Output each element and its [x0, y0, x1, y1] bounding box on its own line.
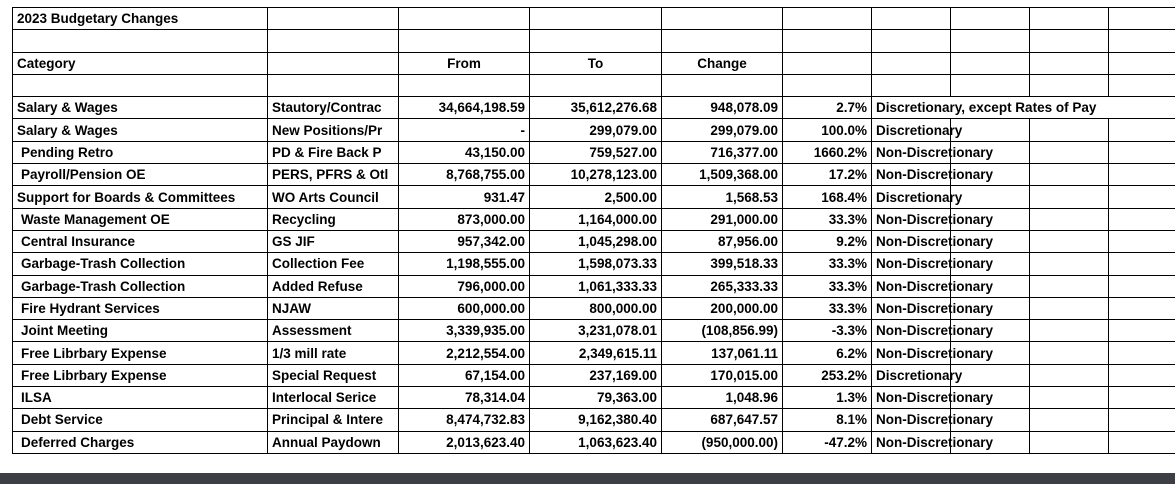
cell-subcategory[interactable]: Recycling [268, 208, 399, 230]
empty-cell[interactable] [1109, 364, 1175, 386]
cell-from[interactable]: 3,339,935.00 [399, 320, 530, 342]
cell-to[interactable]: 237,169.00 [530, 364, 662, 386]
empty-cell[interactable] [1109, 230, 1175, 252]
cell-type[interactable]: Non-Discretionary [872, 164, 951, 186]
empty-cell[interactable] [1030, 409, 1109, 431]
cell-to[interactable]: 2,500.00 [530, 186, 662, 208]
cell-type[interactable]: Non-Discretionary [872, 297, 951, 319]
empty-cell[interactable] [1109, 320, 1175, 342]
cell-to[interactable]: 10,278,123.00 [530, 164, 662, 186]
empty-cell[interactable] [1109, 297, 1175, 319]
cell-subcategory[interactable]: Added Refuse [268, 275, 399, 297]
cell-from[interactable]: 2,013,623.40 [399, 431, 530, 453]
cell-type[interactable]: Non-Discretionary [872, 253, 951, 275]
cell-subcategory[interactable]: Assessment [268, 320, 399, 342]
empty-cell[interactable] [1030, 208, 1109, 230]
cell-percent[interactable]: 8.1% [783, 409, 872, 431]
table-row [13, 364, 1175, 386]
cell-change[interactable]: 687,647.57 [662, 409, 783, 431]
empty-cell[interactable] [951, 364, 1030, 386]
cell-subcategory[interactable]: Principal & Intere [268, 409, 399, 431]
cell-change[interactable]: 87,956.00 [662, 230, 783, 252]
table-row [13, 186, 1175, 208]
header-category[interactable]: Category [13, 52, 268, 74]
cell-to[interactable]: 1,164,000.00 [530, 208, 662, 230]
cell-percent[interactable]: 33.3% [783, 297, 872, 319]
table-row [13, 141, 1175, 163]
table-row [13, 253, 1175, 275]
cell-type[interactable]: Non-Discretionary [872, 320, 951, 342]
cell-change[interactable]: (950,000.00) [662, 431, 783, 453]
cell-subcategory[interactable]: New Positions/Pr [268, 119, 399, 141]
empty-cell[interactable] [1109, 387, 1175, 409]
empty-cell[interactable] [1030, 320, 1109, 342]
cell-from[interactable]: 8,768,755.00 [399, 164, 530, 186]
table-row [13, 387, 1175, 409]
cell-from[interactable]: 43,150.00 [399, 141, 530, 163]
table-row [13, 230, 1175, 252]
cell-percent[interactable]: 1.3% [783, 387, 872, 409]
empty-cell[interactable] [1109, 409, 1175, 431]
budget-spreadsheet [12, 7, 1175, 473]
empty-cell[interactable] [1030, 364, 1109, 386]
cell-change[interactable]: 716,377.00 [662, 141, 783, 163]
cell-type[interactable]: Non-Discretionary [872, 387, 951, 409]
cell-percent[interactable]: 33.3% [783, 253, 872, 275]
empty-cell[interactable] [1030, 186, 1109, 208]
cell-subcategory[interactable]: PERS, PFRS & Otl [268, 164, 399, 186]
cell-type[interactable]: Discretionary [872, 364, 951, 386]
empty-cell[interactable] [1030, 387, 1109, 409]
header-change[interactable]: Change [662, 52, 783, 74]
cell-to[interactable]: 35,612,276.68 [530, 97, 662, 119]
empty-cell[interactable] [1030, 342, 1109, 364]
cell-type[interactable]: Non-Discretionary [872, 409, 951, 431]
cell-subcategory[interactable]: 1/3 mill rate [268, 342, 399, 364]
table-row [13, 275, 1175, 297]
cell-change[interactable]: (108,856.99) [662, 320, 783, 342]
budget-table [12, 7, 1175, 454]
table-row [13, 297, 1175, 319]
cell-from[interactable]: 931.47 [399, 186, 530, 208]
cell-category[interactable]: Free Librbary Expense [13, 342, 268, 364]
empty-cell[interactable] [1109, 141, 1175, 163]
cell-from[interactable]: 796,000.00 [399, 275, 530, 297]
cell-category[interactable]: Support for Boards & Committees [13, 186, 268, 208]
cell-type[interactable]: Non-Discretionary [872, 230, 951, 252]
cell-category[interactable]: Salary & Wages [13, 119, 268, 141]
cell-subcategory[interactable]: PD & Fire Back P [268, 141, 399, 163]
empty-cell[interactable] [1030, 164, 1109, 186]
cell-to[interactable]: 1,045,298.00 [530, 230, 662, 252]
header-from[interactable]: From [399, 52, 530, 74]
empty-cell[interactable] [1030, 119, 1109, 141]
cell-to[interactable]: 1,061,333.33 [530, 275, 662, 297]
cell-from[interactable]: 34,664,198.59 [399, 97, 530, 119]
cell-change[interactable]: 1,509,368.00 [662, 164, 783, 186]
cell-from[interactable]: 1,198,555.00 [399, 253, 530, 275]
cell-subcategory[interactable]: NJAW [268, 297, 399, 319]
cell-category[interactable]: Garbage-Trash Collection [13, 275, 268, 297]
cell-to[interactable]: 2,349,615.11 [530, 342, 662, 364]
cell-from[interactable]: 67,154.00 [399, 364, 530, 386]
cell-percent[interactable]: 33.3% [783, 275, 872, 297]
empty-cell[interactable] [1109, 186, 1175, 208]
table-row [13, 320, 1175, 342]
cell-percent[interactable]: 100.0% [783, 119, 872, 141]
cell-category[interactable]: Garbage-Trash Collection [13, 253, 268, 275]
empty-cell[interactable] [1109, 164, 1175, 186]
empty-cell[interactable] [1109, 119, 1175, 141]
cell-percent[interactable]: 33.3% [783, 208, 872, 230]
cell-type[interactable]: Discretionary [872, 186, 951, 208]
empty-cell[interactable] [1109, 208, 1175, 230]
cell-percent[interactable]: 1660.2% [783, 141, 872, 163]
cell-type[interactable]: Discretionary, except Rates of Pay [872, 97, 951, 119]
table-row [13, 119, 1175, 141]
cell-category[interactable]: Payroll/Pension OE [13, 164, 268, 186]
cell-subcategory[interactable]: Stautory/Contrac [268, 97, 399, 119]
cell-type[interactable]: Non-Discretionary [872, 342, 951, 364]
cell-from[interactable]: 8,474,732.83 [399, 409, 530, 431]
cell-to[interactable]: 3,231,078.01 [530, 320, 662, 342]
cell-to[interactable]: 759,527.00 [530, 141, 662, 163]
header-row [13, 52, 1175, 74]
blank-row [13, 30, 1175, 52]
cell-percent[interactable]: -47.2% [783, 431, 872, 453]
cell-from[interactable]: 78,314.04 [399, 387, 530, 409]
cell-to[interactable]: 1,598,073.33 [530, 253, 662, 275]
bottom-dark-bar [0, 473, 1175, 484]
cell-category[interactable]: Salary & Wages [13, 97, 268, 119]
empty-cell[interactable] [951, 119, 1030, 141]
cell-category[interactable]: ILSA [13, 387, 268, 409]
sheet-top-margin [0, 0, 1175, 7]
cell-change[interactable]: 1,568.53 [662, 186, 783, 208]
cell-to[interactable]: 299,079.00 [530, 119, 662, 141]
cell-category[interactable]: Debt Service [13, 409, 268, 431]
cell-change[interactable]: 200,000.00 [662, 297, 783, 319]
cell-from[interactable]: - [399, 119, 530, 141]
empty-cell[interactable] [1109, 342, 1175, 364]
blank-row [13, 74, 1175, 96]
empty-cell[interactable] [1030, 253, 1109, 275]
cell-from[interactable]: 2,212,554.00 [399, 342, 530, 364]
table-row [13, 208, 1175, 230]
empty-cell[interactable] [1030, 275, 1109, 297]
cell-type[interactable]: Non-Discretionary [872, 141, 951, 163]
cell-percent[interactable]: 17.2% [783, 164, 872, 186]
cell-percent[interactable]: -3.3% [783, 320, 872, 342]
cell-change[interactable]: 1,048.96 [662, 387, 783, 409]
cell-change[interactable]: 170,015.00 [662, 364, 783, 386]
table-row [13, 342, 1175, 364]
cell-category[interactable]: Central Insurance [13, 230, 268, 252]
empty-cell[interactable] [1109, 431, 1175, 453]
table-row [13, 97, 1175, 119]
cell-percent[interactable]: 6.2% [783, 342, 872, 364]
cell-category[interactable]: Deferred Charges [13, 431, 268, 453]
empty-cell[interactable] [1030, 431, 1109, 453]
cell-category[interactable]: Joint Meeting [13, 320, 268, 342]
cell-subcategory[interactable]: Collection Fee [268, 253, 399, 275]
header-to[interactable]: To [530, 52, 662, 74]
empty-cell[interactable] [951, 186, 1030, 208]
cell-category[interactable]: Fire Hydrant Services [13, 297, 268, 319]
title-row [13, 8, 1175, 30]
cell-to[interactable]: 800,000.00 [530, 297, 662, 319]
cell-category[interactable]: Free Librbary Expense [13, 364, 268, 386]
cell-type[interactable]: Non-Discretionary [872, 431, 951, 453]
cell-to[interactable]: 1,063,623.40 [530, 431, 662, 453]
cell-type[interactable]: Non-Discretionary [872, 275, 951, 297]
cell-percent[interactable]: 2.7% [783, 97, 872, 119]
cell-percent[interactable]: 253.2% [783, 364, 872, 386]
cell-change[interactable]: 299,079.00 [662, 119, 783, 141]
empty-cell[interactable] [1030, 141, 1109, 163]
empty-cell[interactable] [1109, 275, 1175, 297]
empty-cell[interactable] [1030, 230, 1109, 252]
sheet-title[interactable]: 2023 Budgetary Changes [13, 8, 268, 30]
cell-subcategory[interactable]: Special Request [268, 364, 399, 386]
cell-subcategory[interactable]: WO Arts Council [268, 186, 399, 208]
empty-cell[interactable] [1030, 297, 1109, 319]
table-row [13, 164, 1175, 186]
cell-type[interactable]: Non-Discretionary [872, 208, 951, 230]
cell-change[interactable]: 137,061.11 [662, 342, 783, 364]
cell-change[interactable]: 291,000.00 [662, 208, 783, 230]
table-row [13, 431, 1175, 453]
cell-percent[interactable]: 168.4% [783, 186, 872, 208]
cell-subcategory[interactable]: GS JIF [268, 230, 399, 252]
cell-to[interactable]: 79,363.00 [530, 387, 662, 409]
cell-change[interactable]: 948,078.09 [662, 97, 783, 119]
cell-from[interactable]: 600,000.00 [399, 297, 530, 319]
cell-percent[interactable]: 9.2% [783, 230, 872, 252]
empty-cell[interactable] [1109, 97, 1175, 119]
empty-cell[interactable] [1109, 253, 1175, 275]
cell-to[interactable]: 9,162,380.40 [530, 409, 662, 431]
cell-category[interactable]: Pending Retro [13, 141, 268, 163]
cell-from[interactable]: 957,342.00 [399, 230, 530, 252]
cell-subcategory[interactable]: Annual Paydown [268, 431, 399, 453]
table-row [13, 409, 1175, 431]
cell-type[interactable]: Discretionary [872, 119, 951, 141]
cell-from[interactable]: 873,000.00 [399, 208, 530, 230]
cell-change[interactable]: 399,518.33 [662, 253, 783, 275]
cell-change[interactable]: 265,333.33 [662, 275, 783, 297]
cell-category[interactable]: Waste Management OE [13, 208, 268, 230]
cell-subcategory[interactable]: Interlocal Serice [268, 387, 399, 409]
